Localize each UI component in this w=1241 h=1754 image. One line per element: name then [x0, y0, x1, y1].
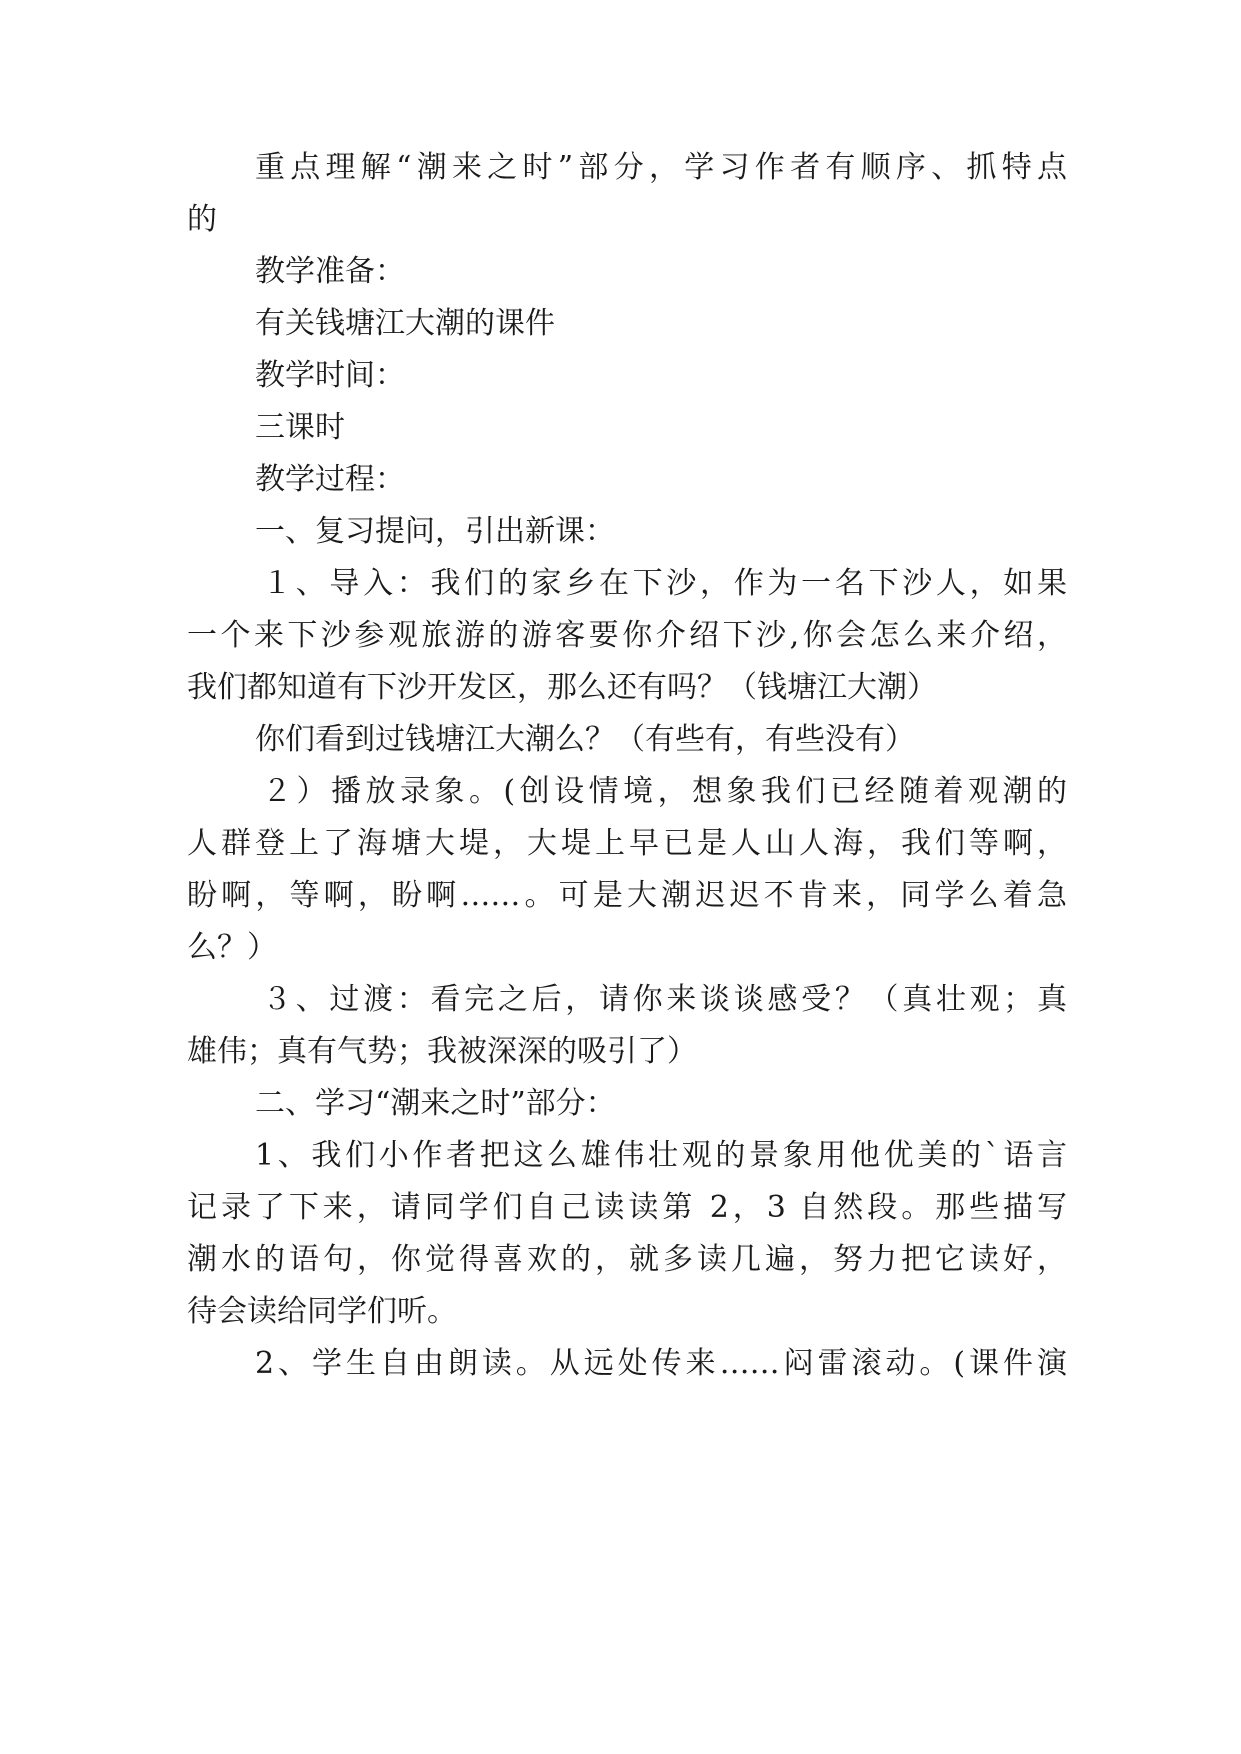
paragraph-line: 雄伟；真有气势；我被深深的吸引了） — [187, 1034, 697, 1069]
section-heading: 二、学习“潮来之时”部分： — [255, 1086, 616, 1121]
paragraph-line: 2、学生自由朗读。从远处传来……闷雷滚动。(课件演 — [255, 1346, 1067, 1381]
heading-line: 教学准备： — [255, 254, 405, 289]
paragraph-line: 我们都知道有下沙开发区，那么还有吗？（钱塘江大潮） — [187, 670, 937, 705]
section-heading: 一、复习提问，引出新课： — [255, 514, 615, 549]
heading-line: 教学过程： — [255, 462, 405, 497]
paragraph-line: 么？） — [187, 930, 277, 965]
paragraph-line: 盼啊，等啊，盼啊……。可是大潮迟迟不肯来，同学么着急 — [187, 878, 1067, 913]
paragraph-line: 的 — [187, 202, 217, 237]
paragraph-line: １、导入：我们的家乡在下沙，作为一名下沙人，如果 — [262, 566, 1067, 601]
paragraph-line: 重点理解“潮来之时”部分，学习作者有顺序、抓特点 — [255, 150, 1067, 185]
paragraph-line: 三课时 — [255, 410, 345, 445]
paragraph-line: 1、我们小作者把这么雄伟壮观的景象用他优美的`语言 — [255, 1138, 1067, 1173]
paragraph-line: 有关钱塘江大潮的课件 — [255, 306, 555, 341]
paragraph-line: 待会读给同学们听。 — [187, 1294, 457, 1329]
paragraph-line: ３、过渡：看完之后，请你来谈谈感受？（真壮观；真 — [262, 982, 1067, 1017]
heading-line: 教学时间： — [255, 358, 405, 393]
paragraph-line: 一个来下沙参观旅游的游客要你介绍下沙,你会怎么来介绍， — [187, 618, 1067, 653]
paragraph-line: ２）播放录象。(创设情境，想象我们已经随着观潮的 — [262, 774, 1067, 809]
paragraph-line: 记录了下来，请同学们自己读读第 2，3 自然段。那些描写 — [187, 1190, 1067, 1225]
paragraph-line: 潮水的语句，你觉得喜欢的，就多读几遍，努力把它读好， — [187, 1242, 1067, 1277]
paragraph-line: 人群登上了海塘大堤，大堤上早已是人山人海，我们等啊， — [187, 826, 1067, 861]
paragraph-line: 你们看到过钱塘江大潮么？（有些有，有些没有） — [255, 722, 915, 757]
